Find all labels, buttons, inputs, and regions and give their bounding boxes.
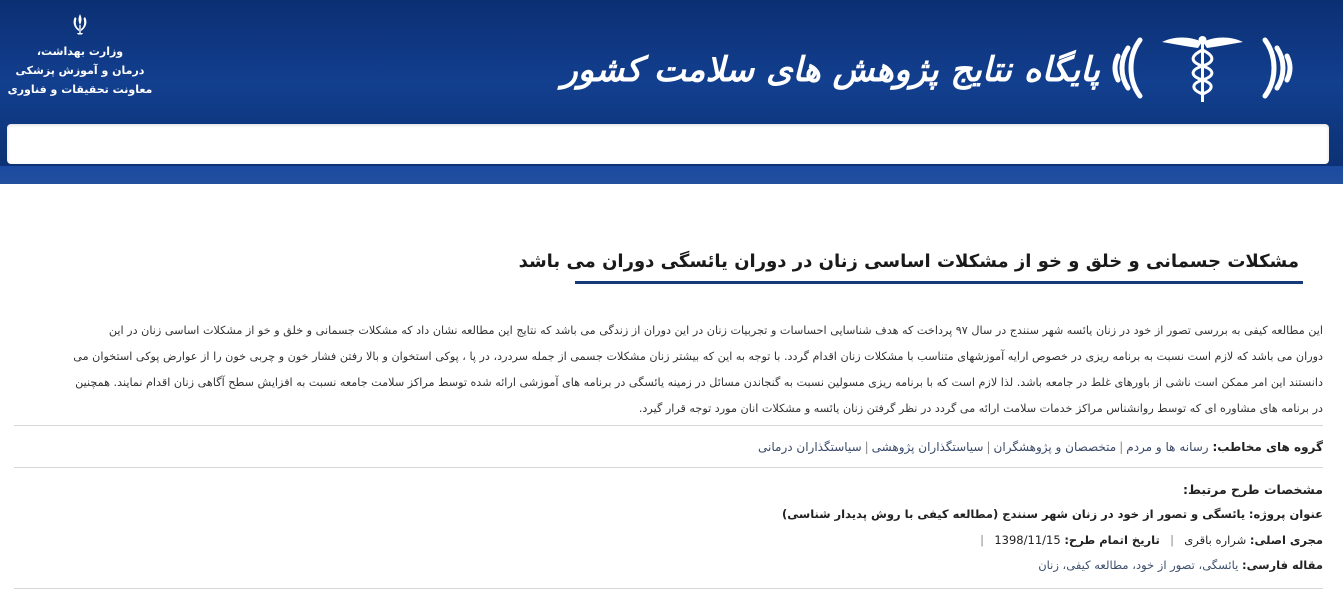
- project-title-label: عنوان پروژه:: [1248, 507, 1323, 521]
- lead-label: مجری اصلی:: [1249, 533, 1323, 547]
- divider: [14, 588, 1323, 589]
- audience-link[interactable]: متخصصان و پژوهشگران: [993, 440, 1117, 454]
- separator: |: [1166, 533, 1178, 547]
- divider: [14, 425, 1323, 426]
- header-stripe: [0, 166, 1343, 184]
- keywords-row: [23, 555, 1323, 575]
- divider: [14, 467, 1323, 468]
- article-title: مشکلات جسمانی و خلق و خو از مشکلات اساسی زنان در دوران یائسگی دوران می باشد: [518, 251, 1299, 272]
- caduceus-icon[interactable]: [1110, 28, 1295, 108]
- separator: |: [986, 440, 991, 454]
- separator: |: [1119, 440, 1124, 454]
- audience-link[interactable]: سیاستگذاران پژوهشی: [871, 440, 984, 454]
- article-content: [0, 184, 1343, 595]
- ministry-line-1: وزارت بهداشت،: [36, 45, 124, 58]
- separator: |: [980, 533, 988, 547]
- abstract-line: دوران می باشد که لازم است نسبت به برنامه ریزی در خصوص ارایه آموزشهای متناسب با مشکلات زنان اقدام گردد. با توجه به این که بیشتر زنان مشکلات جسمی از جمله سردرد، در پا ، پوکی استخوان و بالا رفتن فشار خون و چربی خون را از عوارض پوکی استخوان می: [73, 350, 1323, 363]
- audience-link[interactable]: رسانه ها و مردم: [1126, 440, 1209, 454]
- site-title[interactable]: پایگاه نتایج پژوهش های سلامت کشور: [561, 50, 1100, 90]
- project-meta-row: [23, 530, 1323, 550]
- abstract-line: دانستند این امر ممکن است ناشی از باورهای غلط در جامعه باشد. لذا لازم است که با برنامه ریزی مسولین نسبت به گنجاندن مسائل در زمینه یائسگی در برنامه های آموزشی ارائه شده توسط مراکز سلامت جامعه نسبت به افزایش سطح آگاهی زنان اقدام نمایند. همچنین: [75, 376, 1323, 389]
- abstract-line: در برنامه های مشاوره ای که توسط روانشناس مراکز خدمات سلامت ارائه می گردد در نظر گرفتن زنان یائسه و مشکلات انان مورد توجه قرار گیرد.: [638, 402, 1323, 415]
- site-header: [0, 0, 1343, 184]
- article-title-container: [518, 248, 1303, 284]
- keywords-label: مقاله فارسی:: [1241, 558, 1323, 572]
- end-date-label: تاریخ اتمام طرح:: [1064, 533, 1160, 547]
- ministry-line-2: درمان و آموزش پزشکی: [15, 64, 145, 77]
- audience-label: گروه های مخاطب:: [1212, 440, 1323, 454]
- ministry-logo[interactable]: [0, 10, 160, 110]
- iran-emblem-icon: [68, 12, 92, 36]
- project-section-label: مشخصات طرح مرتبط:: [1183, 482, 1323, 497]
- project-title[interactable]: یائسگی و تصور از خود در زنان شهر سنندج (مطالعه کیفی با روش پدیدار شناسی): [782, 507, 1246, 521]
- audience-row: [23, 436, 1323, 458]
- project-title-row: [23, 504, 1323, 524]
- ministry-line-3: معاونت تحقیقات و فناوری: [7, 83, 153, 96]
- lead-name: شراره باقری: [1184, 533, 1247, 547]
- end-date: 1398/11/15: [994, 533, 1061, 547]
- article-abstract: [23, 318, 1323, 422]
- audience-link[interactable]: سیاستگذاران درمانی: [758, 440, 862, 454]
- keywords[interactable]: یائسگی، تصور از خود، مطالعه کیفی، زنان: [1038, 558, 1239, 572]
- abstract-line: این مطالعه کیفی به بررسی تصور از خود در زنان یائسه شهر سنندج در سال ۹۷ پرداخت که هدف شناسایی احساسات و تجربیات زنان در این دوران از زندگی می باشد که نتایج این مطالعه نشان داد که مشکلات جسمانی و خلق و خو از مشکلات اساسی زنان در این: [108, 324, 1323, 337]
- separator: |: [864, 440, 869, 454]
- search-input[interactable]: [7, 124, 1329, 164]
